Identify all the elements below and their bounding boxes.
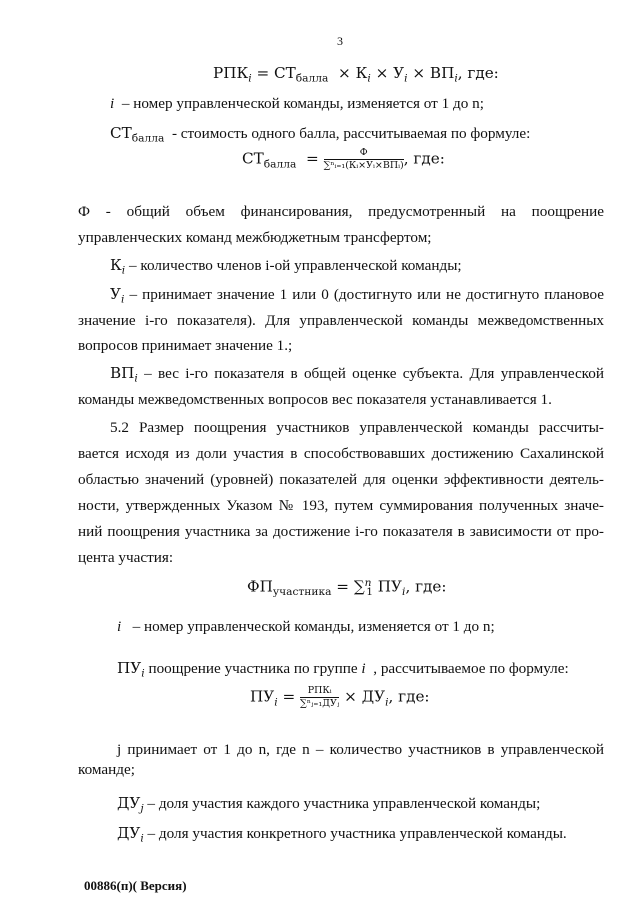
formula-st: $СТ_{балла}$ = $\frac{Ф}{\text{∑ⁿᵢ₌₁(Кᵢ×Уᵢ×ВПᵢ)}}$ , где: [242, 147, 445, 171]
formula-rpk: $РПК_i = СТ_{балла} \times К_i \times У_i \times ВП_i$, где: [213, 64, 499, 85]
definition-i-2: i – номер управленческой команды, изменяется от 1 до n; [117, 618, 495, 635]
paragraph-52-line2: вается исходя из доли участия в способствовавших достижению Сахалинской [78, 445, 604, 462]
paragraph-du-i: $ДУ_i$ – доля участия конкретного участника управленческой команды. [117, 824, 567, 845]
definition-st: $СТ_{балла}$ - стоимость одного балла, рассчитываемая по формуле: [110, 124, 531, 145]
paragraph-f-line2: управленческих команд межбюджетным трансфертом; [78, 229, 432, 246]
paragraph-k: $К_i$ – количество членов i-ой управленческой команды; [110, 256, 462, 277]
paragraph-u-line1: $У_i$ – принимает значение 1 или 0 (достигнуто или не достигнуто плановое [110, 285, 605, 306]
paragraph-j-line1: j принимает от 1 до n, где n – количество участников в управленческой [117, 741, 604, 758]
footer-document-code: 00886(п)( Версия) [84, 878, 187, 893]
paragraph-52-line6: цента участия: [78, 549, 174, 566]
paragraph-du-j: $ДУ_j$ – доля участия каждого участника управленческой команды; [117, 794, 541, 815]
paragraph-vp-line2: команды межведомственных вопросов вес показателя устанавливается 1. [78, 391, 552, 408]
paragraph-vp-line1: $ВП_i$ – вес i-го показателя в общей оценке субъекта. Для управленческой [110, 364, 605, 385]
formula-pu: $ПУ_i$ = $\frac{\text{РПКᵢ}}{\text{∑ⁿⱼ₌₁ДУⱼ}}$ × $ДУ_i$, где: [250, 685, 430, 709]
paragraph-u-line3: вопросов принимает значение 1.; [78, 337, 293, 354]
definition-i-1: i – номер управленческой команды, изменяется от 1 до n; [110, 95, 484, 112]
paragraph-f-line1: Ф - общий объем финансирования, предусмотренный на поощрение [78, 203, 604, 220]
paragraph-j-line2: команде; [78, 761, 135, 778]
paragraph-52-line4: ности, утвержденных Указом № 193, путем суммирования полученных значе- [78, 497, 604, 514]
page-number: 3 [337, 34, 343, 48]
paragraph-52-line3: областью значений (уровней) показателей для оценки эффективности деятель- [78, 471, 604, 488]
paragraph-52-line1: 5.2 Размер поощрения участников управленческой команды рассчиты- [110, 419, 604, 436]
paragraph-pu: $ПУ_i$ поощрение участника по группе i , рассчитываемое по формуле: [117, 659, 569, 680]
paragraph-52-line5: ний поощрения участника за достижение i-го показателя в зависимости от про- [78, 523, 604, 540]
formula-fp: $ФП_{участника} = \sum^n_1$ $ПУ_i$, где: [247, 576, 447, 599]
paragraph-u-line2: значение i-го показателя). Для управленческой команды межведомственных [78, 312, 604, 329]
